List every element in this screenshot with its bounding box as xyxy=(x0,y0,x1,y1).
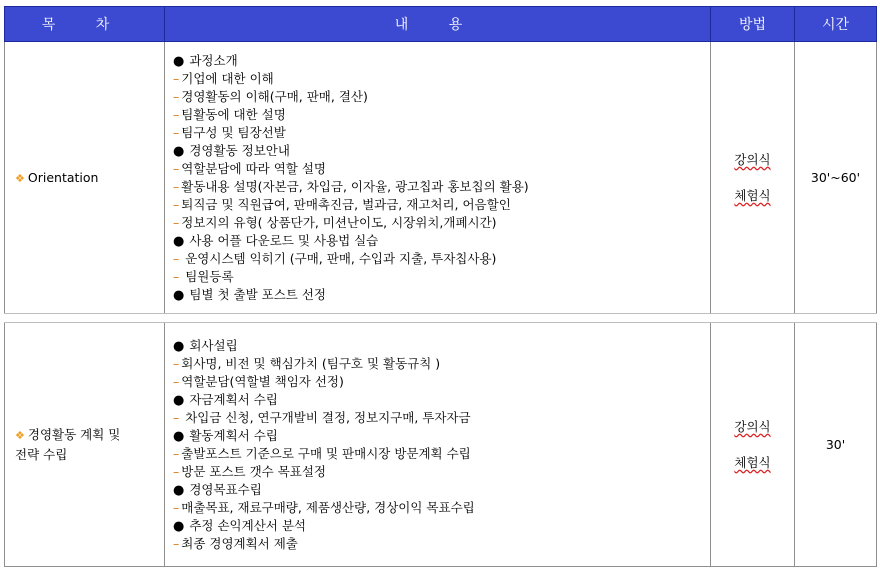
content-line xyxy=(173,481,710,499)
content-line-text: 경영목표수립 xyxy=(189,481,262,497)
time-cell: 30' xyxy=(795,323,877,567)
content-line-text: 정보지의 유형( 상품단가, 미션난이도, 시장위치,개폐시간) xyxy=(181,214,497,230)
header-method: 방법 xyxy=(711,7,795,42)
content-lines xyxy=(173,337,710,553)
method-cell xyxy=(711,42,795,314)
bullet-dot-icon: ● xyxy=(173,392,185,408)
content-line-text: 사용 어플 다운로드 및 사용법 실습 xyxy=(189,232,379,248)
method-experience: 체험식 xyxy=(734,454,771,470)
method-experience: 체험식 xyxy=(734,187,771,203)
bullet-dot-icon: ● xyxy=(173,428,185,444)
diamond-bullet-icon: ❖ xyxy=(15,429,25,442)
bullet-dot-icon: ● xyxy=(173,53,185,69)
content-line xyxy=(173,499,710,517)
dash-marker-icon: – xyxy=(173,196,180,212)
dash-marker-icon: – xyxy=(173,355,180,371)
content-line xyxy=(173,373,710,391)
content-line xyxy=(173,70,710,88)
content-line-text: 회사설립 xyxy=(189,337,238,353)
content-line-text: 출발포스트 기준으로 구매 및 판매시장 방문계획 수립 xyxy=(181,445,471,461)
dash-marker-icon: – xyxy=(173,250,180,266)
topic-label: Orientation xyxy=(27,169,99,185)
content-line xyxy=(173,178,710,196)
content-line-text: 추정 손익계산서 분석 xyxy=(189,517,306,533)
content-line xyxy=(173,517,710,535)
dash-marker-icon: – xyxy=(173,463,180,479)
bullet-dot-icon: ● xyxy=(173,338,185,354)
content-line-text: 역할분담(역할별 책임자 선정) xyxy=(181,373,344,389)
dash-marker-icon: – xyxy=(173,373,180,389)
content-line-text: 차입금 신청, 연구개발비 결정, 정보지구매, 투자자금 xyxy=(181,409,471,425)
table-row xyxy=(5,42,877,314)
dash-marker-icon: – xyxy=(173,178,180,194)
content-line xyxy=(173,409,710,427)
content-line-text: 경영활동의 이해(구매, 판매, 결산) xyxy=(181,88,368,104)
content-line-text: 팀원등록 xyxy=(181,268,234,284)
table-header-row xyxy=(5,7,877,42)
content-line-text: 팀구성 및 팀장선발 xyxy=(181,124,286,140)
content-lines xyxy=(173,52,710,304)
topic-label-line1: 경영활동 계획 및 xyxy=(27,427,121,442)
content-line xyxy=(173,427,710,445)
content-line-text: 최종 경영계획서 제출 xyxy=(181,535,298,551)
content-cell xyxy=(165,323,711,567)
bullet-dot-icon: ● xyxy=(173,233,185,249)
content-line xyxy=(173,214,710,232)
content-line-text: 팀활동에 대한 설명 xyxy=(181,106,286,122)
content-line xyxy=(173,535,710,553)
content-line xyxy=(173,463,710,481)
content-line-text: 팀별 첫 출발 포스트 선정 xyxy=(189,286,326,302)
bullet-dot-icon: ● xyxy=(173,518,185,534)
header-topic: 목 차 xyxy=(5,7,165,42)
content-line-text: 기업에 대한 이해 xyxy=(181,70,274,86)
bullet-dot-icon: ● xyxy=(173,482,185,498)
content-line-text: 경영활동 정보안내 xyxy=(189,142,290,158)
content-line xyxy=(173,106,710,124)
content-line xyxy=(173,355,710,373)
content-line xyxy=(173,232,710,250)
bullet-dot-icon: ● xyxy=(173,287,185,303)
header-time: 시간 xyxy=(795,7,877,42)
dash-marker-icon: – xyxy=(173,499,180,515)
dash-marker-icon: – xyxy=(173,106,180,122)
content-line-text: 과정소개 xyxy=(189,52,238,68)
dash-marker-icon: – xyxy=(173,70,180,86)
content-line-text: 퇴직금 및 직원급여, 판매촉진금, 벌과금, 재고처리, 어음할인 xyxy=(181,196,511,212)
header-content: 내 용 xyxy=(165,7,711,42)
content-cell xyxy=(165,42,711,314)
content-line xyxy=(173,268,710,286)
content-line-text: 역할분담에 따라 역할 설명 xyxy=(181,160,326,176)
curriculum-table xyxy=(4,6,877,567)
dash-marker-icon: – xyxy=(173,88,180,104)
method-cell xyxy=(711,323,795,567)
dash-marker-icon: – xyxy=(173,535,180,551)
topic-label-line2: 전략 수립 xyxy=(15,447,68,462)
content-line xyxy=(173,196,710,214)
content-line xyxy=(173,391,710,409)
content-line xyxy=(173,250,710,268)
bullet-dot-icon: ● xyxy=(173,143,185,159)
content-line-text: 매출목표, 재료구매량, 제품생산량, 경상이익 목표수립 xyxy=(181,499,475,515)
content-line xyxy=(173,142,710,160)
dash-marker-icon: – xyxy=(173,160,180,176)
time-cell: 30'~60' xyxy=(795,42,877,314)
content-line-text: 회사명, 비전 및 핵심가치 (팀구호 및 활동규칙 ) xyxy=(181,355,441,371)
dash-marker-icon: – xyxy=(173,124,180,140)
content-line-text: 방문 포스트 갯수 목표설정 xyxy=(181,463,326,479)
content-line xyxy=(173,88,710,106)
dash-marker-icon: – xyxy=(173,409,180,425)
dash-marker-icon: – xyxy=(173,268,180,284)
topic-cell xyxy=(5,323,165,567)
content-line-text: 활동내용 설명(자본금, 차입금, 이자율, 광고칩과 홍보칩의 활용) xyxy=(181,178,529,194)
content-line xyxy=(173,445,710,463)
content-line xyxy=(173,286,710,304)
topic-cell xyxy=(5,42,165,314)
method-lecture: 강의식 xyxy=(734,418,771,434)
content-line xyxy=(173,52,710,70)
content-line-text: 자금계획서 수립 xyxy=(189,391,278,407)
content-line-text: 운영시스템 익히기 (구매, 판매, 수입과 지출, 투자칩사용) xyxy=(181,250,497,266)
content-line xyxy=(173,337,710,355)
dash-marker-icon: – xyxy=(173,214,180,230)
content-line-text: 활동계획서 수립 xyxy=(189,427,278,443)
method-lecture: 강의식 xyxy=(734,151,771,167)
content-line xyxy=(173,160,710,178)
table-row xyxy=(5,323,877,567)
dash-marker-icon: – xyxy=(173,445,180,461)
diamond-bullet-icon: ❖ xyxy=(15,171,25,185)
content-line xyxy=(173,124,710,142)
